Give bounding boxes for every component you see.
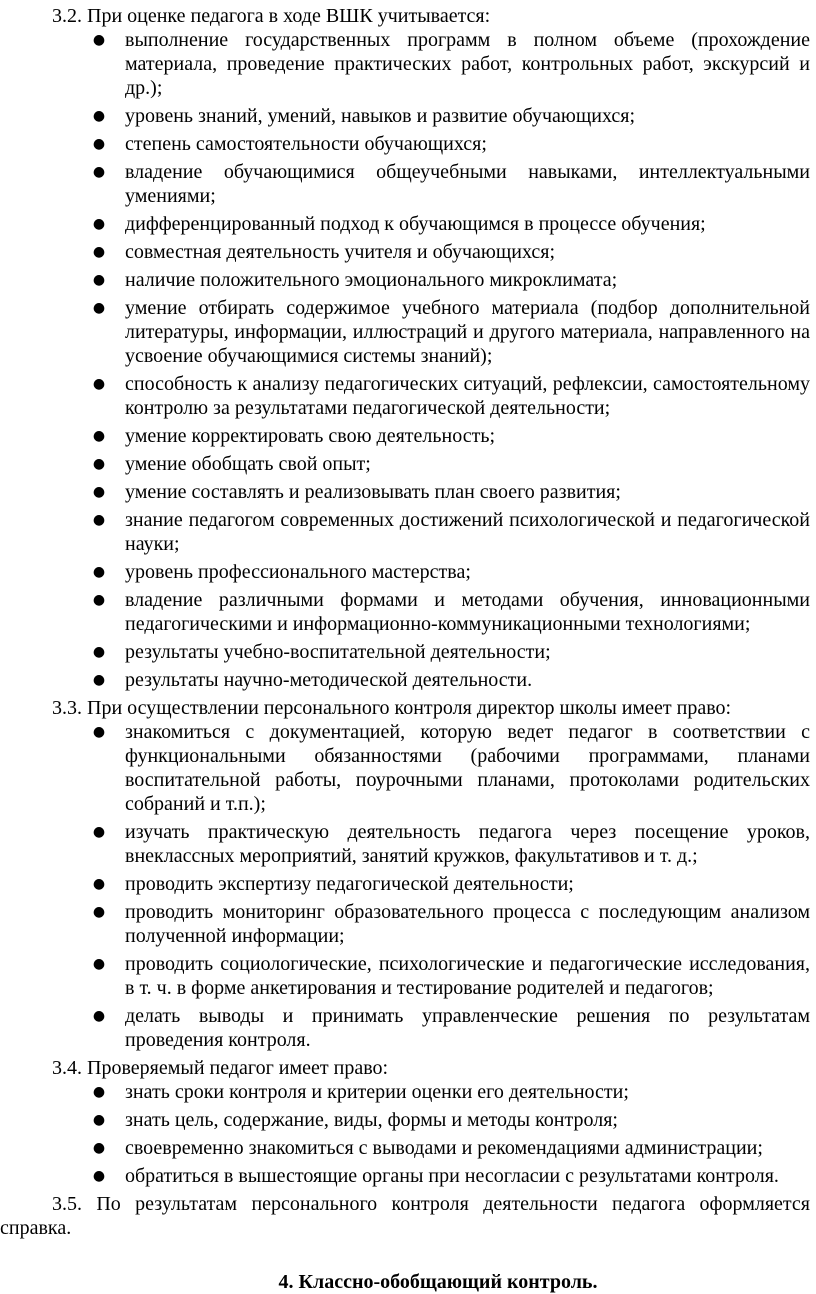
bullet-icon: ● (92, 300, 106, 316)
list-item: ● знать сроки контроля и критерии оценки его деятельности; (92, 1081, 629, 1103)
bullet-icon: ● (92, 428, 106, 444)
bullet-icon: ● (92, 564, 106, 580)
list-item: ● умение составлять и реализовывать план своего развития; (92, 481, 621, 503)
list-item: ● знание педагогом современных достижений психологической и педагогической науки; (92, 509, 810, 555)
bullet-icon: ● (92, 164, 106, 180)
list-item: ● проводить экспертизу педагогической деятельности; (92, 873, 574, 895)
list-item: ● выполнение государственных программ в полном объеме (прохождение материала, проведение практических работ, контрольных работ, экскурсий и др.); (92, 29, 810, 99)
bullet-icon: ● (92, 644, 106, 660)
bullet-list (0, 28, 816, 692)
section-3-4 (0, 1056, 816, 1188)
closing-paragraph: 3.5. По результатам персонального контроля деятельности педагога оформляется справка. (0, 1193, 810, 1239)
list-item: ● делать выводы и принимать управленческие решения по результатам проведения контроля. (92, 1005, 810, 1051)
bullet-icon: ● (92, 1140, 106, 1156)
section-title: 4. Классно-обобщающий контроль. (278, 1271, 598, 1293)
section-3-3 (0, 696, 816, 1052)
bullet-icon: ● (92, 484, 106, 500)
bullet-icon: ● (92, 1112, 106, 1128)
bullet-icon: ● (92, 244, 106, 260)
list-item: ● уровень профессионального мастерства; (92, 561, 471, 583)
bullet-icon: ● (92, 32, 106, 48)
list-item: ● дифференцированный подход к обучающимся в процессе обучения; (92, 213, 706, 235)
list-item: ● проводить социологические, психологические и педагогические исследования, в т. ч. в форме анкетирования и тестирование родителей и педагогов; (92, 953, 810, 999)
bullet-icon: ● (92, 592, 106, 608)
bullet-icon: ● (92, 1168, 106, 1184)
list-item: ● знать цель, содержание, виды, формы и методы контроля; (92, 1109, 618, 1131)
list-item: ● знакомиться с документацией, которую ведет педагог в соответствии с функциональными обязанностями (рабочими программами, планами воспитательной работы, поурочными планами, протоколами родительских собраний и т.п.); (92, 721, 810, 815)
bullet-icon: ● (92, 1084, 106, 1100)
bullet-icon: ● (92, 824, 106, 840)
list-item: ● умение обобщать свой опыт; (92, 453, 371, 475)
bullet-icon: ● (92, 904, 106, 920)
list-item: ● совместная деятельность учителя и обучающихся; (92, 241, 556, 263)
list-item: ● степень самостоятельности обучающихся; (92, 133, 487, 155)
bullet-icon: ● (92, 216, 106, 232)
list-item: ● умение корректировать свою деятельность; (92, 425, 496, 447)
section-heading: 3.2. При оценке педагога в ходе ВШК учитывается: (52, 5, 491, 27)
bullet-icon: ● (92, 108, 106, 124)
bullet-icon: ● (92, 956, 106, 972)
list-item: ● результаты научно-методической деятельности. (92, 669, 533, 691)
list-item: ● умение отбирать содержимое учебного материала (подбор дополнительной литературы, информации, иллюстраций и другого материала, направленного на усвоение обучающимися системы знаний); (92, 297, 810, 367)
bullet-icon: ● (92, 136, 106, 152)
list-item: ● владение обучающимися общеучебными навыками, интеллектуальными умениями; (92, 161, 810, 207)
list-item: ● уровень знаний, умений, навыков и развитие обучающихся; (92, 105, 635, 127)
bullet-icon: ● (92, 376, 106, 392)
bullet-list (0, 1080, 816, 1188)
bullet-icon: ● (92, 272, 106, 288)
bullet-icon: ● (92, 672, 106, 688)
list-item: ● результаты учебно-воспитательной деятельности; (92, 641, 551, 663)
bullet-list (0, 720, 816, 1052)
list-item: ● проводить мониторинг образовательного процесса с последующим анализом полученной информации; (92, 901, 810, 947)
list-item: ● своевременно знакомиться с выводами и рекомендациями администрации; (92, 1137, 763, 1159)
section-heading: 3.4. Проверяемый педагог имеет право: (52, 1057, 389, 1079)
bullet-icon: ● (92, 512, 106, 528)
list-item: ● наличие положительного эмоционального микроклимата; (92, 269, 618, 291)
bullet-icon: ● (92, 724, 106, 740)
list-item: ● обратиться в вышестоящие органы при несогласии с результатами контроля. (92, 1165, 779, 1187)
section-heading: 3.3. При осуществлении персонального контроля директор школы имеет право: (52, 697, 732, 719)
bullet-icon: ● (92, 876, 106, 892)
list-item: ● изучать практическую деятельность педагога через посещение уроков, внеклассных мероприятий, занятий кружков, факультативов и т. д.; (92, 821, 810, 867)
bullet-icon: ● (92, 1008, 106, 1024)
bullet-icon: ● (92, 456, 106, 472)
list-item: ● способность к анализу педагогических ситуаций, рефлексии, самостоятельному контролю за результатами педагогической деятельности; (92, 373, 810, 419)
list-item: ● владение различными формами и методами обучения, инновационными педагогическими и информационно-коммуникационными технологиями; (92, 589, 810, 635)
